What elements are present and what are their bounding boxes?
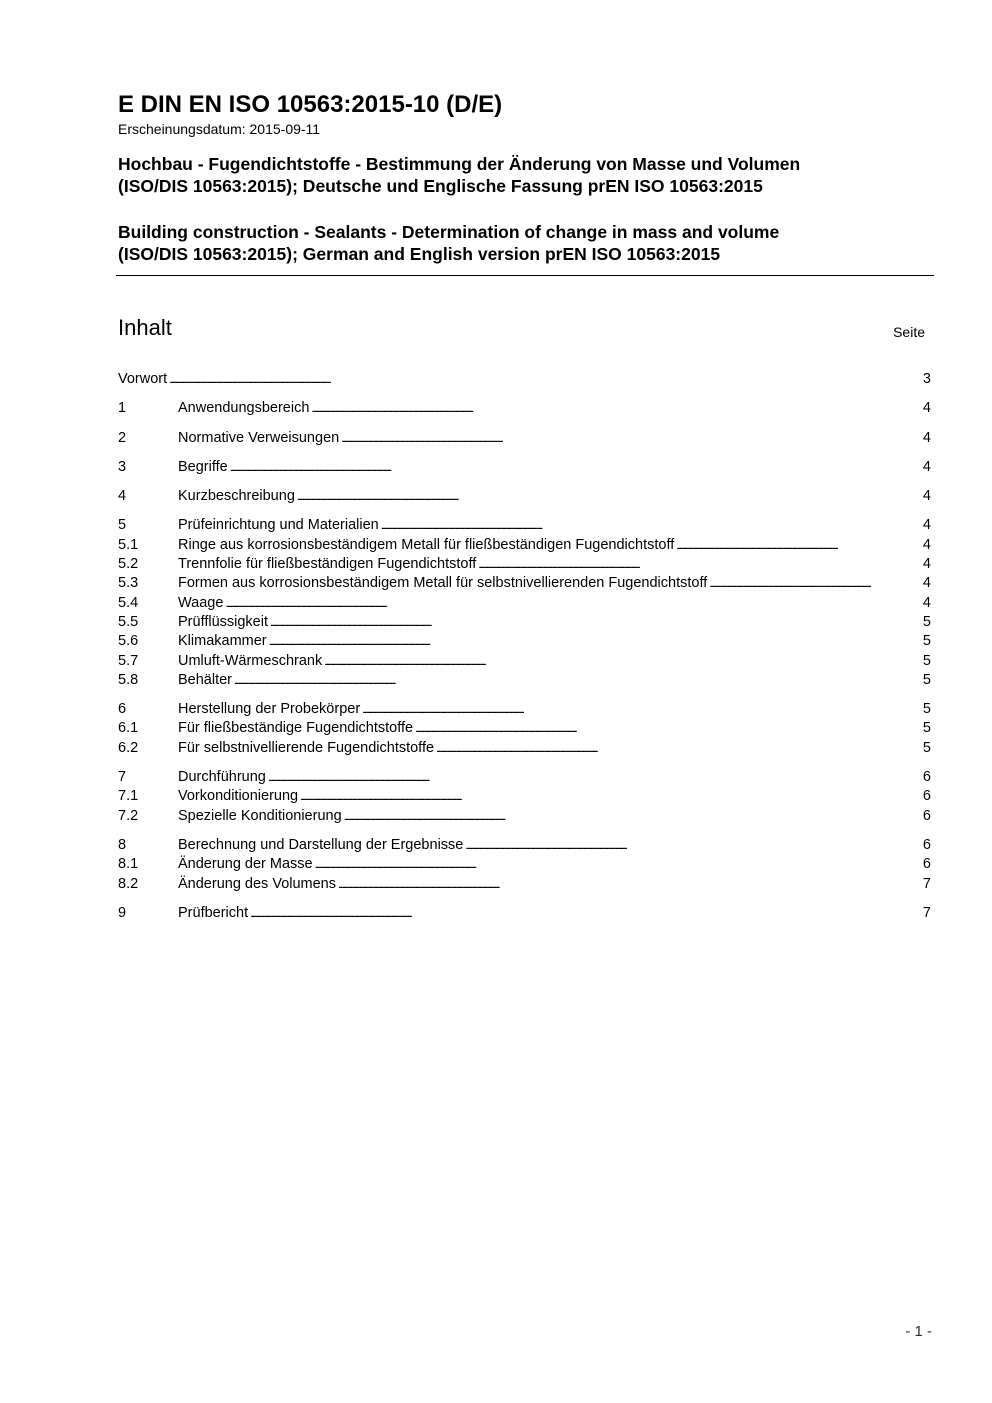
toc-entry-label: Behälter: [178, 671, 233, 688]
toc-entry-number: 5.3: [118, 575, 139, 592]
toc-entry-number: 6.2: [118, 739, 139, 756]
toc-entry-number: 3: [118, 458, 127, 475]
toc-entry-page: 7: [922, 875, 931, 892]
toc-entry-number: 7.1: [118, 788, 139, 805]
toc-entry[interactable]: [118, 807, 931, 826]
toc-entry-page: 3: [922, 371, 931, 387]
toc-entry[interactable]: [118, 739, 931, 758]
toc-entry[interactable]: [118, 768, 931, 787]
toc-dot-leader: [436, 739, 921, 759]
toc-entry-page: 4: [922, 517, 931, 534]
toc-entry-page: 5: [922, 739, 931, 756]
header-divider: [116, 275, 934, 276]
toc-entry-label: Spezielle Konditionierung: [178, 807, 342, 824]
toc-entry-number: 5.7: [118, 652, 139, 669]
publication-date: Erscheinungsdatum: 2015-09-11: [118, 121, 321, 137]
toc-entry-page: 4: [922, 458, 931, 475]
toc-entry[interactable]: [118, 652, 931, 671]
toc-dot-leader: [297, 487, 921, 507]
toc-entry-label: Anwendungsbereich: [178, 400, 310, 417]
toc-entry[interactable]: [118, 574, 931, 593]
toc-dot-leader: [230, 458, 921, 478]
toc-dot-leader: [250, 904, 921, 924]
toc-entry-number: 8.2: [118, 875, 139, 892]
toc-dot-leader: [709, 574, 921, 594]
toc-entry[interactable]: [118, 487, 931, 506]
toc-entry[interactable]: [118, 836, 931, 855]
toc-dot-leader: [341, 429, 921, 449]
toc-entry-page: 4: [922, 400, 931, 417]
toc-entry-number: 5.6: [118, 633, 139, 650]
toc-entry-page: 7: [922, 904, 931, 921]
toc-dot-leader: [362, 700, 921, 720]
toc-entry-label: Änderung der Masse: [178, 856, 313, 873]
toc-entry-label: Umluft-Wärmeschrank: [178, 652, 323, 669]
toc-entry-label: Begriffe: [178, 458, 228, 475]
toc-entry-number: 8: [118, 836, 127, 853]
toc-entry[interactable]: [118, 719, 931, 738]
document-header: [118, 90, 934, 265]
toc-dot-leader: [415, 719, 921, 739]
toc-entry-page: 4: [922, 536, 931, 553]
toc-entry-page: 4: [922, 429, 931, 446]
toc-dot-leader: [324, 652, 921, 672]
toc-dot-leader: [381, 516, 921, 536]
toc-entry[interactable]: [118, 787, 931, 806]
title-english-line-2: (ISO/DIS 10563:2015); German and English version prEN ISO 10563:2015: [118, 244, 721, 264]
table-of-contents: [118, 370, 931, 923]
toc-entry-number: 7.2: [118, 807, 139, 824]
page-number: - 1 -: [905, 1323, 932, 1340]
toc-entry[interactable]: [118, 594, 931, 613]
toc-entry-page: 6: [922, 788, 931, 805]
toc-entry-label: Änderung des Volumens: [178, 875, 336, 892]
toc-entry-page: 4: [922, 594, 931, 611]
toc-entry[interactable]: [118, 370, 931, 389]
toc-entry-label: Berechnung und Darstellung der Ergebnisse: [178, 836, 464, 853]
toc-entry-number: 5: [118, 517, 127, 534]
toc-entry-page: 6: [922, 836, 931, 853]
title-german: [118, 153, 934, 197]
toc-entry-number: 5.4: [118, 594, 139, 611]
toc-entry-page: 5: [922, 671, 931, 688]
toc-entry-label: Vorkonditionierung: [178, 788, 299, 805]
toc-entry[interactable]: [118, 632, 931, 651]
toc-entry-number: 8.1: [118, 856, 139, 873]
toc-entry[interactable]: [118, 536, 931, 555]
toc-entry-label: Herstellung der Probekörper: [178, 701, 361, 718]
toc-dot-leader: [268, 768, 921, 788]
toc-entry-page: 5: [922, 701, 931, 718]
toc-entry-page: 5: [922, 633, 931, 650]
toc-entry[interactable]: [118, 429, 931, 448]
toc-entry-label: Prüfflüssigkeit: [178, 613, 268, 630]
toc-dot-leader: [169, 370, 921, 390]
toc-dot-leader: [465, 836, 921, 856]
toc-entry-page: 5: [922, 613, 931, 630]
toc-entry-label: Ringe aus korrosionsbeständigem Metall für fließbeständigen Fugendichtstoff: [178, 536, 675, 553]
toc-entry-number: 7: [118, 769, 127, 786]
toc-dot-leader: [676, 536, 921, 556]
toc-dot-leader: [270, 613, 921, 633]
toc-entry-label: Klimakammer: [178, 633, 267, 650]
toc-dot-leader: [344, 807, 921, 827]
title-german-line-1: Hochbau - Fugendichtstoffe - Bestimmung der Änderung von Masse und Volumen: [118, 154, 801, 174]
toc-entry-page: 6: [922, 807, 931, 824]
toc-entry-number: 6: [118, 701, 127, 718]
toc-entry-label: Prüfbericht: [178, 904, 249, 921]
toc-entry-label: Waage: [178, 594, 224, 611]
toc-entry-number: 2: [118, 429, 127, 446]
toc-entry-label: Prüfeinrichtung und Materialien: [178, 517, 379, 534]
toc-entry[interactable]: [118, 555, 931, 574]
document-id: E DIN EN ISO 10563:2015-10 (D/E): [118, 91, 503, 118]
toc-entry[interactable]: [118, 700, 931, 719]
toc-dot-leader: [300, 787, 921, 807]
toc-entry-page: 4: [922, 575, 931, 592]
toc-entry-number: 1: [118, 400, 127, 417]
toc-entry-page: 4: [922, 556, 931, 573]
toc-dot-leader: [338, 875, 921, 895]
toc-entry-label: Für fließbeständige Fugendichtstoffe: [178, 720, 414, 737]
toc-dot-leader: [225, 594, 921, 614]
toc-entry-label: Durchführung: [178, 769, 266, 786]
toc-entry-page: 6: [922, 856, 931, 873]
toc-dot-leader: [234, 671, 921, 691]
toc-heading: [118, 314, 925, 346]
toc-entry[interactable]: [118, 904, 931, 923]
toc-entry-label: Kurzbeschreibung: [178, 488, 295, 505]
toc-dot-leader: [478, 555, 921, 575]
toc-entry-label: Normative Verweisungen: [178, 429, 340, 446]
toc-entry-page: 5: [922, 720, 931, 737]
toc-entry[interactable]: [118, 399, 931, 418]
toc-entry[interactable]: [118, 613, 931, 632]
toc-dot-leader: [315, 855, 921, 875]
toc-page-column-label: Seite: [893, 324, 925, 340]
title-english-line-1: Building construction - Sealants - Determination of change in mass and volume: [118, 222, 780, 242]
toc-entry-label: Für selbstnivellierende Fugendichtstoffe: [178, 739, 435, 756]
toc-dot-leader: [311, 399, 921, 419]
toc-dot-leader: [269, 632, 921, 652]
toc-title: Inhalt: [118, 315, 172, 340]
toc-entry-number: 5.8: [118, 671, 139, 688]
toc-entry-page: 5: [922, 652, 931, 669]
toc-entry[interactable]: [118, 855, 931, 874]
toc-entry-label: Vorwort: [118, 371, 168, 387]
title-german-line-2: (ISO/DIS 10563:2015); Deutsche und Englische Fassung prEN ISO 10563:2015: [118, 176, 763, 196]
toc-entry-page: 4: [922, 488, 931, 505]
toc-entry-number: 5.2: [118, 556, 139, 573]
toc-entry-number: 4: [118, 488, 127, 505]
toc-entry-label: Trennfolie für fließbeständigen Fugendichtstoff: [178, 556, 477, 573]
toc-entry[interactable]: [118, 875, 931, 894]
toc-entry-number: 5.5: [118, 613, 139, 630]
toc-entry[interactable]: [118, 516, 931, 535]
toc-entry-number: 6.1: [118, 720, 139, 737]
title-english: [118, 221, 934, 265]
toc-entry-label: Formen aus korrosionsbeständigem Metall für selbstnivellierenden Fugendichtstoff: [178, 575, 708, 592]
toc-entry-page: 6: [922, 769, 931, 786]
toc-entry[interactable]: [118, 458, 931, 477]
toc-entry[interactable]: [118, 671, 931, 690]
toc-entry-number: 9: [118, 904, 127, 921]
toc-entry-number: 5.1: [118, 536, 139, 553]
